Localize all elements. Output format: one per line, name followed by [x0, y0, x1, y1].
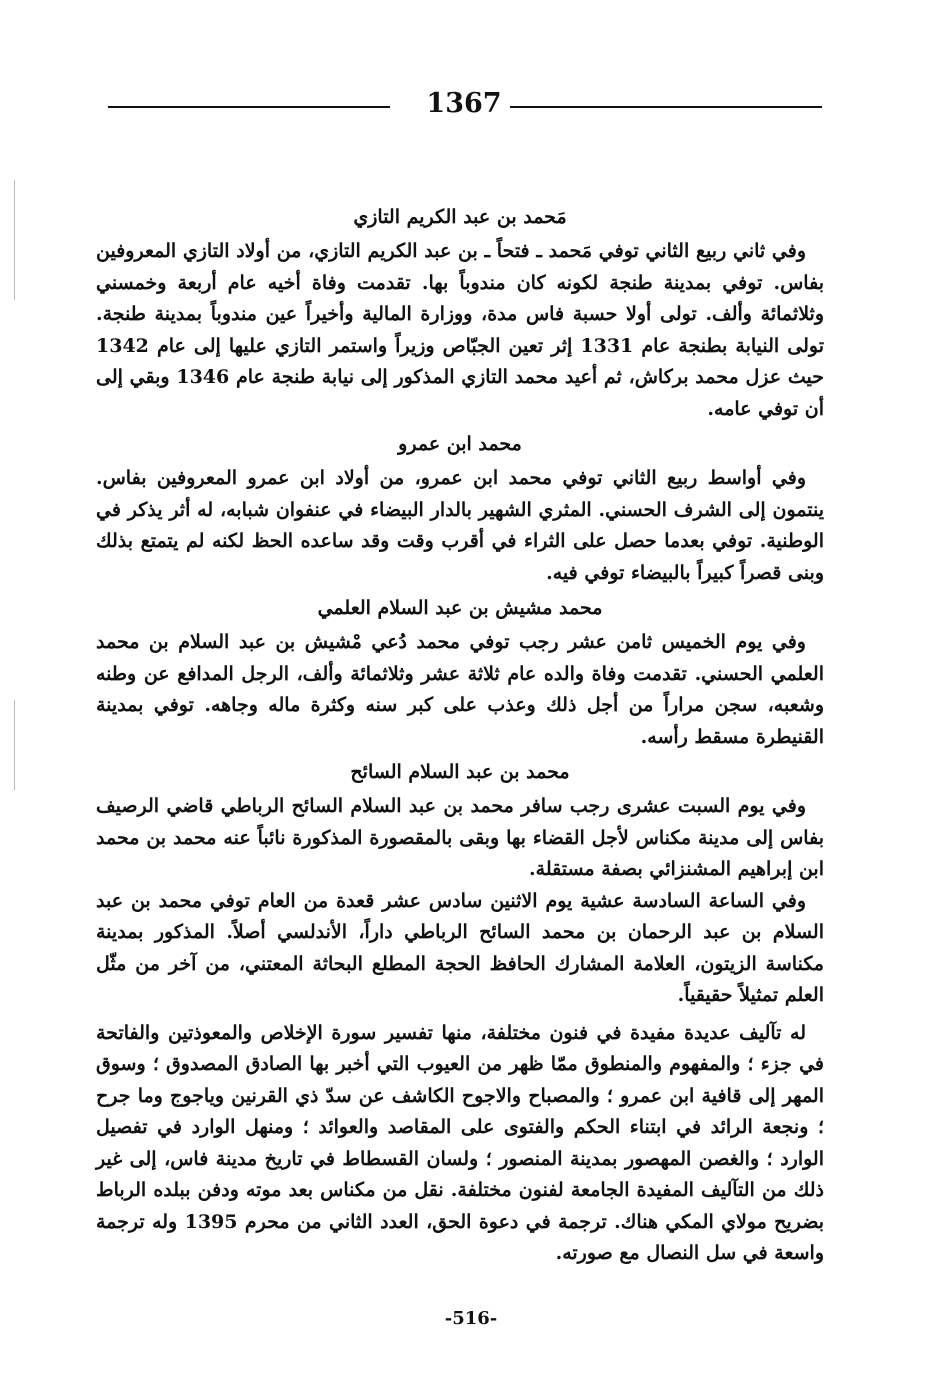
- entry-section: [96, 425, 824, 589]
- page-footer-number: -516-: [444, 1308, 498, 1329]
- page-number: 1367: [426, 88, 502, 119]
- entry-paragraph: وفي أواسط ربيع الثاني توفي محمد ابن عمرو، من أولاد ابن عمرو المعروفين بفاس. ينتمون إلى الشرف الحسني. المثري الشهير بالدار البيضاء في عنفوان شبابه، له أثر يذكر في الوطنية. توفي بعدما حصل على الثراء في أقرب وقت وقد ساعده الحظ لكنه لم يتمتع بذلك وبنى قصراً كبيراً بالبيضاء توفي فيه.: [96, 467, 824, 584]
- entry-title: محمد ابن عمرو: [398, 433, 522, 455]
- entry-section: [96, 753, 824, 1270]
- article-body: [96, 198, 824, 1270]
- header-rule-left: [108, 106, 390, 108]
- entry-title: محمد مشيش بن عبد السلام العلمي: [317, 597, 603, 619]
- header-rule-right: [510, 106, 822, 108]
- entry-paragraph: وفي يوم الخميس ثامن عشر رجب توفي محمد دُعي مْشيش بن عبد السلام بن محمد العلمي الحسني. تقدمت وفاة والده عام ثلاثة عشر وثلاثمائة وألف، الرجل المدافع عن وطنه وشعبه، سجن مراراً من أجل ذلك وعذب على كبر سنه وكثرة ماله وجاهه. توفي بمدينة القنيطرة مسقط رأسه.: [96, 631, 824, 748]
- entry-paragraph-works: له تآليف عديدة مفيدة في فنون مختلفة، منها تفسير سورة الإخلاص والمعوذتين والفاتحة في جزء ؛ والمفهوم والمنطوق ممّا ظهر من العيوب التي أخبر بها الصادق المصدوق ؛ وسوق المهر إلى قافية ابن عمرو ؛ والمصباح والاجوح الكاشف عن سدّ ذي القرنين وياجوج وما جرح ؛ ونجعة الرائد في ابتناء الحكم والفتوى على المقاصد والعوائد ؛ ومنهل الوارد في تفصيل الوارد ؛ والغصن المهصور بمدينة المنصور ؛ ولسان القسطاط في تاريخ مدينة فاس، إلى غير ذلك من التآليف المفيدة الجامعة لفنون مختلفة. نقل من مكناس بعد موته ودفن ببلده الرباط بضريح مولاي المكي هناك. ترجمة في دعوة الحق، العدد الثاني من محرم 1395 وله ترجمة واسعة في سل النصال مع صورته.: [96, 1021, 824, 1264]
- entry-paragraph: وفي الساعة السادسة عشية يوم الاثنين سادس عشر قعدة من العام توفي محمد بن عبد السلام بن عبد الرحمان بن محمد السائح الرباطي داراً، الأندلسي أصلاً. المذكور بمدينة مكناسة الزيتون، العلامة المشارك الحافظ الحجة المطلع البحاثة المعتني، من آخر من مثّل العلم تمثيلاً حقيقياً.: [96, 889, 824, 1006]
- entry-title: مَحمد بن عبد الكريم التازي: [353, 206, 567, 228]
- entry-section: [96, 198, 824, 425]
- scan-margin-line: [14, 180, 15, 300]
- entry-title: محمد بن عبد السلام السائح: [350, 761, 570, 783]
- scan-margin-line: [14, 700, 15, 790]
- entry-paragraph: وفي يوم السبت عشرى رجب سافر محمد بن عبد السلام السائح الرباطي قاضي الرصيف بفاس إلى مدينة مكناس لأجل القضاء بها وبقى بالمقصورة المذكورة نائباً عنه محمد بن محمد ابن إبراهيم المشنزائي بصفة مستقلة.: [96, 795, 824, 880]
- entry-paragraph: وفي ثاني ربيع الثاني توفي مَحمد ـ فتحاً ـ بن عبد الكريم التازي، من أولاد التازي المعروفين بفاس. توفي بمدينة طنجة لكونه كان مندوباً بها. تقدمت وفاة أخيه عام أربعة وخمسني وثلاثمائة وألف. تولى أولا حسبة فاس مدة، ووزارة المالية وأخيراً عين مندوباً بمدينة طنجة. تولى النيابة بطنجة عام 1331 إثر تعين الجبّاص وزيراً واستمر التازي عليها إلى عام 1342 حيث عزل محمد بركاش، ثم أعيد محمد التازي المذكور إلى نيابة طنجة عام 1346 وبقي إلى أن توفي عامه.: [96, 240, 824, 420]
- entry-section: [96, 589, 824, 753]
- page-header: [108, 84, 822, 124]
